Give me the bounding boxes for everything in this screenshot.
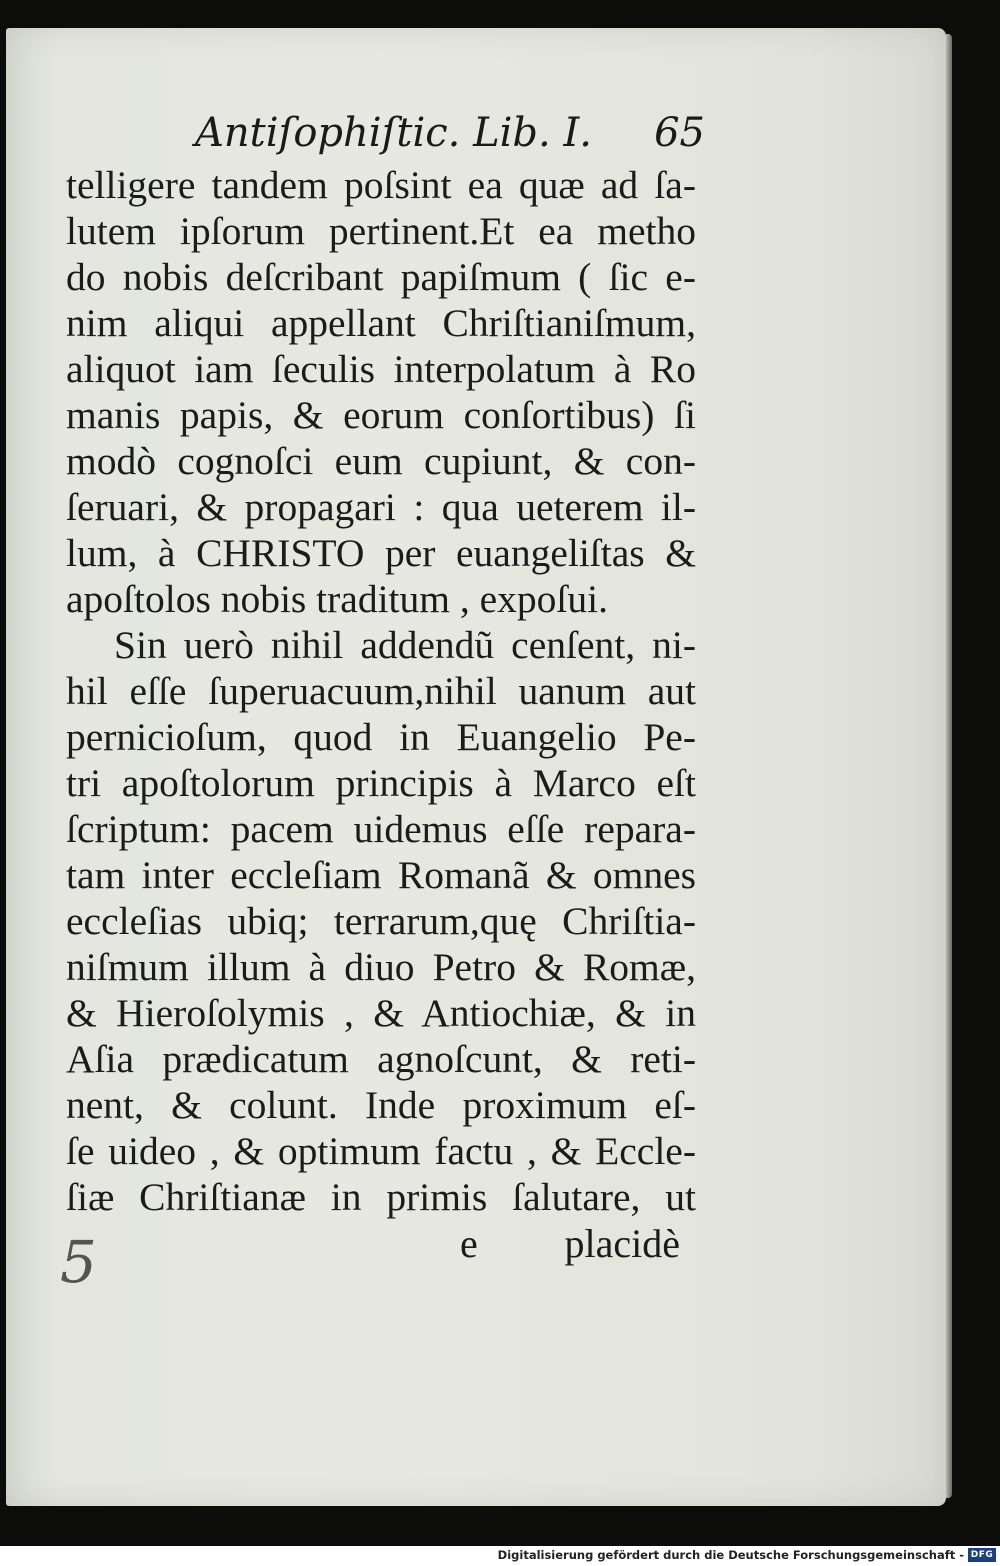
text-line: apoſtolos nobis traditum , expoſui. xyxy=(66,577,608,621)
text-line: ſe uideo , & optimum factu , & Eccle- xyxy=(66,1129,696,1173)
signature-catchword-row xyxy=(60,1220,680,1296)
text-line: lum, à CHRISTO per euangeliſtas & xyxy=(66,531,696,575)
paragraph-start-line: Sin uerò nihil addendũ cenſent, ni- xyxy=(114,623,696,667)
text-line: Aſia prædicatum agnoſcunt, & reti- xyxy=(66,1037,696,1081)
text-line: ſeruari, & propagari : qua ueterem il- xyxy=(66,485,696,529)
signature-mark: e xyxy=(460,1221,478,1266)
page-number: 65 xyxy=(654,110,705,156)
text-line: & Hieroſolymis , & Antiochiæ, & in xyxy=(66,991,696,1035)
text-line: telligere tandem poſsint ea quæ ad ſa- xyxy=(66,163,696,207)
text-line: nent, & colunt. Inde proximum eſ- xyxy=(66,1083,696,1127)
page-edge-shadow xyxy=(946,34,952,1498)
text-line: ſcriptum: pacem uidemus eſſe repara- xyxy=(66,807,696,851)
running-head xyxy=(195,110,705,160)
text-line: pernicioſum, quod in Euangelio Pe- xyxy=(66,715,696,759)
text-line: nim aliqui appellant Chriſtianiſmum, xyxy=(66,301,696,345)
running-head-title: Antiſophiſtic. Lib. I. xyxy=(195,110,592,156)
catchword: placidè xyxy=(564,1221,680,1266)
text-line: do nobis deſcribant papiſmum ( ſic e- xyxy=(66,255,696,299)
text-line: ſiæ Chriſtianæ in primis ſalutare, ut xyxy=(66,1175,696,1219)
dfg-logo-icon: DFG xyxy=(968,1548,996,1562)
text-line: manis papis, & eorum conſortibus) ſi xyxy=(66,393,696,437)
handwritten-mark: 5 xyxy=(60,1228,97,1296)
text-line: tam inter eccleſiam Romanã & omnes xyxy=(66,853,696,897)
body-text xyxy=(66,162,696,1220)
footer-bar xyxy=(0,1546,1000,1566)
funding-notice: Digitalisierung gefördert durch die Deutsche Forschungsgemeinschaft - xyxy=(497,1548,964,1562)
text-line: aliquot iam ſeculis interpolatum à Ro xyxy=(66,347,696,391)
text-line: niſmum illum à diuo Petro & Romæ, xyxy=(66,945,696,989)
text-line: eccleſias ubiq; terrarum,quę Chriſtia- xyxy=(66,899,696,943)
text-line: hil eſſe ſuperuacuum,nihil uanum aut xyxy=(66,669,696,713)
text-line: tri apoſtolorum principis à Marco eſt xyxy=(66,761,696,805)
text-line: modò cognoſci eum cupiunt, & con- xyxy=(66,439,696,483)
text-line: lutem ipſorum pertinent.Et ea metho xyxy=(66,209,696,253)
